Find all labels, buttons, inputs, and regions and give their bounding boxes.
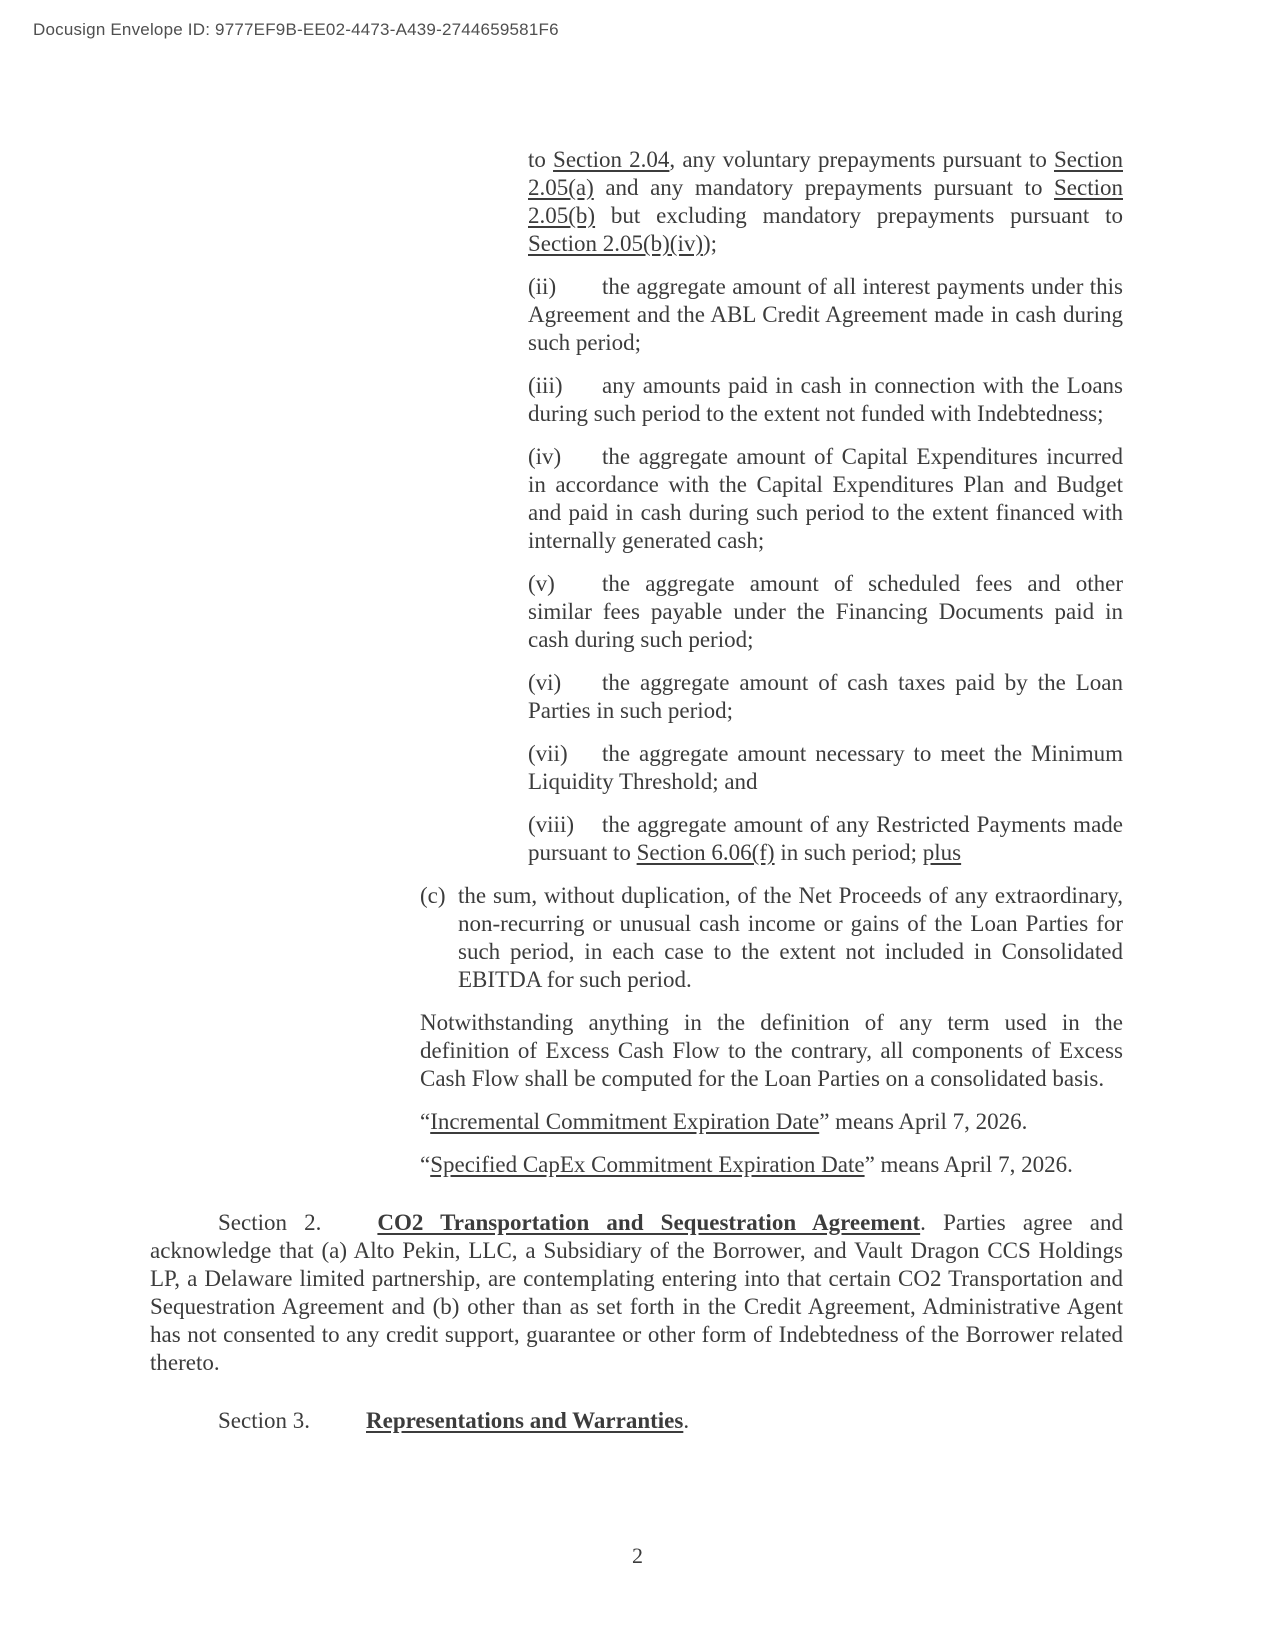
list-marker: (vii)	[528, 741, 568, 766]
list-item-text: the aggregate amount of all interest payments under this Agreement and the ABL Credit Agreement made in cash during such period;	[528, 274, 1123, 355]
clause-marker: (c)	[420, 883, 446, 908]
definition-specified-capex: “Specified CapEx Commitment Expiration Date” means April 7, 2026.	[420, 1152, 1073, 1177]
list-marker: (viii)	[528, 812, 574, 837]
list-marker: (ii)	[528, 274, 557, 299]
clause-c	[420, 882, 1123, 994]
page-number: 2	[632, 1543, 643, 1568]
list-item-text: the aggregate amount of Capital Expenditures incurred in accordance with the Capital Expenditures Plan and Budget and paid in cash during such period to the extent financed with internally generated cash;	[528, 444, 1123, 553]
list-marker: (v)	[528, 571, 555, 596]
clause-c-text: the sum, without duplication, of the Net Proceeds of any extraordinary, non-recurring or unusual cash income or gains of the Loan Parties for such period, in each case to the extent not included in Consolidated EBITDA for such period.	[458, 883, 1123, 992]
list-item-vii	[528, 740, 1123, 796]
docusign-envelope-id: Docusign Envelope ID: 9777EF9B-EE02-4473-A439-2744659581F6	[33, 20, 559, 39]
list-item-v	[528, 570, 1123, 654]
notwithstanding-paragraph: Notwithstanding anything in the definition of any term used in the definition of Excess Cash Flow to the contrary, all components of Excess Cash Flow shall be computed for the Loan Parties on a consolidated basis.	[420, 1010, 1123, 1091]
list-marker: (vi)	[528, 670, 562, 695]
section-2-paragraph: Section 2. CO2 Transportation and Sequestration Agreement. Parties agree and acknowledge that (a) Alto Pekin, LLC, a Subsidiary of the Borrower, and Vault Dragon CCS Holdings LP, a Delaware limited partnership, are contemplating entering into that certain CO2 Transportation and Sequestration Agreement and (b) other than as set forth in the Credit Agreement, Administrative Agent has not consented to any credit support, guarantee or other form of Indebtedness of the Borrower related thereto.	[150, 1210, 1123, 1375]
clause-i-continuation: to Section 2.04, any voluntary prepayments pursuant to Section 2.05(a) and any mandatory prepayments pursuant to Section 2.05(b) but excluding mandatory prepayments pursuant to Section 2.05(b)(iv));	[528, 147, 1123, 256]
section-3-heading: Section 3. Representations and Warranties.	[218, 1408, 690, 1433]
list-item-text: any amounts paid in cash in connection with the Loans during such period to the extent not funded with Indebtedness;	[528, 373, 1123, 426]
list-item-text: the aggregate amount of scheduled fees and other similar fees payable under the Financing Documents paid in cash during such period;	[528, 571, 1123, 652]
list-item-text: the aggregate amount of any Restricted Payments made pursuant to Section 6.06(f) in such period; plus	[528, 812, 1123, 865]
document-body	[150, 146, 1123, 1450]
list-item-iv	[528, 443, 1123, 555]
list-item-ii	[528, 273, 1123, 357]
list-item-viii	[528, 811, 1123, 867]
list-item-text: the aggregate amount necessary to meet the Minimum Liquidity Threshold; and	[528, 741, 1123, 794]
list-marker: (iv)	[528, 444, 562, 469]
list-marker: (iii)	[528, 373, 563, 398]
list-item-vi	[528, 669, 1123, 725]
definition-incremental-commitment: “Incremental Commitment Expiration Date” means April 7, 2026.	[420, 1109, 1028, 1134]
list-item-iii	[528, 372, 1123, 428]
list-item-text: the aggregate amount of cash taxes paid by the Loan Parties in such period;	[528, 670, 1123, 723]
